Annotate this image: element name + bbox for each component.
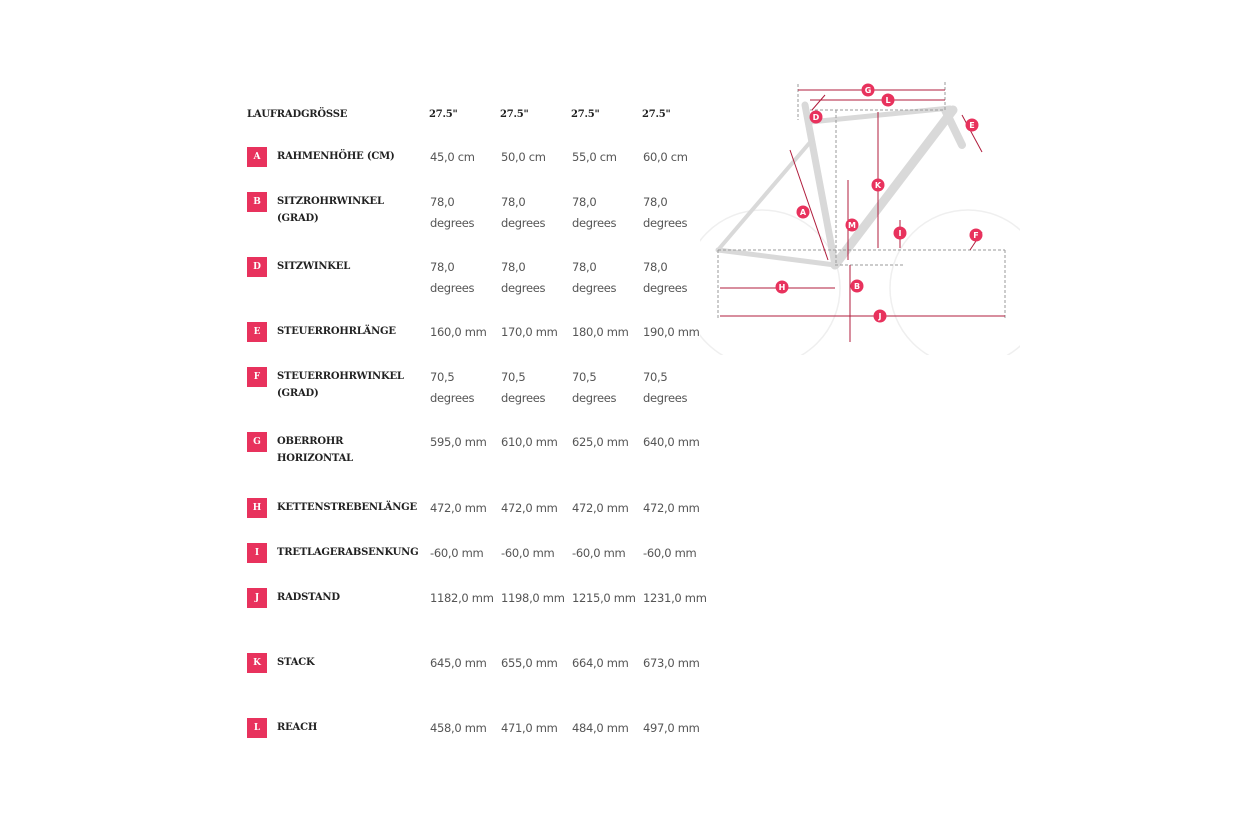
row-value-col-1: 45,0 cm bbox=[430, 150, 475, 164]
row-label: KETTENSTREBENLÄNGE bbox=[277, 502, 417, 513]
dimension-marker-e bbox=[966, 119, 979, 132]
wheel-size-col-4: 27.5" bbox=[642, 109, 671, 120]
svg-text:L: L bbox=[885, 96, 891, 105]
row-value-col-2: -60,0 mm bbox=[501, 546, 555, 560]
row-value-col-1: 70,5 degrees bbox=[430, 370, 475, 405]
row-value-col-4: 60,0 cm bbox=[643, 150, 688, 164]
row-value-col-2: 655,0 mm bbox=[501, 656, 558, 670]
row-value-col-4: 70,5 degrees bbox=[643, 370, 688, 405]
row-value-col-4: 78,0 degrees bbox=[643, 195, 688, 230]
row-value-col-3: 472,0 mm bbox=[572, 501, 629, 515]
dimension-marker-h bbox=[776, 281, 789, 294]
row-letter-badge: D bbox=[247, 257, 267, 277]
row-letter-badge: L bbox=[247, 718, 267, 738]
dimension-marker-d bbox=[810, 111, 823, 124]
row-value-col-1: 78,0 degrees bbox=[430, 260, 475, 295]
row-value-col-3: 1215,0 mm bbox=[572, 591, 636, 605]
row-label: RADSTAND bbox=[277, 592, 340, 603]
row-value-col-4: 673,0 mm bbox=[643, 656, 700, 670]
svg-text:F: F bbox=[973, 231, 979, 240]
svg-text:A: A bbox=[799, 208, 807, 217]
row-value-col-1: 1182,0 mm bbox=[430, 591, 494, 605]
row-label: STEUERROHRWINKEL (GRAD) bbox=[277, 371, 404, 399]
wheel-size-col-3: 27.5" bbox=[571, 109, 600, 120]
dimension-marker-m bbox=[846, 219, 859, 232]
svg-text:G: G bbox=[864, 86, 872, 95]
svg-text:I: I bbox=[898, 229, 902, 238]
dimension-marker-i bbox=[894, 227, 907, 240]
row-letter-badge: K bbox=[247, 653, 267, 673]
row-label: REACH bbox=[277, 722, 318, 733]
row-letter-badge: B bbox=[247, 192, 267, 212]
rear-wheel-outline bbox=[700, 210, 840, 355]
wheel-size-col-1: 27.5" bbox=[429, 109, 458, 120]
front-wheel-outline bbox=[890, 210, 1020, 355]
row-value-col-2: 472,0 mm bbox=[501, 501, 558, 515]
svg-text:E: E bbox=[969, 121, 975, 130]
chainstay bbox=[718, 250, 835, 265]
row-value-col-1: 458,0 mm bbox=[430, 721, 487, 735]
row-value-col-2: 610,0 mm bbox=[501, 435, 558, 449]
seat-tube bbox=[805, 105, 835, 265]
dimension-marker-j bbox=[874, 310, 887, 323]
row-letter-badge: E bbox=[247, 322, 267, 342]
row-value-col-3: -60,0 mm bbox=[572, 546, 626, 560]
svg-text:D: D bbox=[812, 113, 820, 122]
row-value-col-4: 640,0 mm bbox=[643, 435, 700, 449]
row-value-col-4: 1231,0 mm bbox=[643, 591, 707, 605]
row-value-col-3: 625,0 mm bbox=[572, 435, 629, 449]
svg-text:B: B bbox=[853, 282, 861, 291]
row-letter-badge: H bbox=[247, 498, 267, 518]
dimension-marker-k bbox=[872, 179, 885, 192]
row-value-col-3: 664,0 mm bbox=[572, 656, 629, 670]
row-value-col-2: 471,0 mm bbox=[501, 721, 558, 735]
svg-text:J: J bbox=[878, 312, 882, 321]
row-letter-badge: G bbox=[247, 432, 267, 452]
row-value-col-1: 78,0 degrees bbox=[430, 195, 475, 230]
row-value-col-1: -60,0 mm bbox=[430, 546, 484, 560]
row-value-col-1: 595,0 mm bbox=[430, 435, 487, 449]
row-value-col-4: 78,0 degrees bbox=[643, 260, 688, 295]
svg-text:M: M bbox=[848, 221, 856, 230]
svg-text:K: K bbox=[874, 181, 882, 190]
row-value-col-3: 484,0 mm bbox=[572, 721, 629, 735]
row-value-col-1: 160,0 mm bbox=[430, 325, 487, 339]
row-value-col-1: 472,0 mm bbox=[430, 501, 487, 515]
row-value-col-2: 50,0 cm bbox=[501, 150, 546, 164]
row-letter-badge: J bbox=[247, 588, 267, 608]
row-value-col-2: 70,5 degrees bbox=[501, 370, 546, 405]
dimension-marker-g bbox=[862, 84, 875, 97]
row-label: SITZWINKEL bbox=[277, 261, 351, 272]
row-value-col-4: 190,0 mm bbox=[643, 325, 700, 339]
row-label: RAHMENHÖHE (CM) bbox=[277, 151, 395, 162]
row-letter-badge: F bbox=[247, 367, 267, 387]
row-value-col-1: 645,0 mm bbox=[430, 656, 487, 670]
row-label: SITZROHRWINKEL (GRAD) bbox=[277, 196, 384, 224]
wheel-size-col-2: 27.5" bbox=[500, 109, 529, 120]
dimension-marker-b bbox=[851, 280, 864, 293]
row-value-col-4: 497,0 mm bbox=[643, 721, 700, 735]
row-value-col-4: -60,0 mm bbox=[643, 546, 697, 560]
row-value-col-2: 170,0 mm bbox=[501, 325, 558, 339]
row-label: TRETLAGERABSENKUNG bbox=[277, 547, 419, 558]
dimension-marker-f bbox=[970, 229, 983, 242]
seatstay bbox=[718, 140, 812, 250]
wheel-size-header: LAUFRADGRÖSSE bbox=[247, 109, 348, 120]
row-value-col-3: 78,0 degrees bbox=[572, 195, 617, 230]
dimension-marker-a bbox=[797, 206, 810, 219]
row-value-col-3: 78,0 degrees bbox=[572, 260, 617, 295]
dimension-lines bbox=[720, 90, 1005, 342]
down-tube bbox=[835, 110, 953, 265]
row-value-col-3: 180,0 mm bbox=[572, 325, 629, 339]
dimension-marker-l bbox=[882, 94, 895, 107]
row-value-col-4: 472,0 mm bbox=[643, 501, 700, 515]
row-value-col-3: 55,0 cm bbox=[572, 150, 617, 164]
row-value-col-2: 1198,0 mm bbox=[501, 591, 565, 605]
row-label: OBERROHR HORIZONTAL bbox=[277, 436, 353, 464]
row-value-col-2: 78,0 degrees bbox=[501, 195, 546, 230]
row-letter-badge: I bbox=[247, 543, 267, 563]
bike-geometry-diagram bbox=[700, 70, 1020, 355]
row-value-col-2: 78,0 degrees bbox=[501, 260, 546, 295]
row-value-col-3: 70,5 degrees bbox=[572, 370, 617, 405]
row-label: STACK bbox=[277, 657, 315, 668]
bike-frame bbox=[718, 105, 962, 265]
svg-text:H: H bbox=[778, 283, 786, 292]
row-label: STEUERROHRLÄNGE bbox=[277, 326, 396, 337]
row-letter-badge: A bbox=[247, 147, 267, 167]
